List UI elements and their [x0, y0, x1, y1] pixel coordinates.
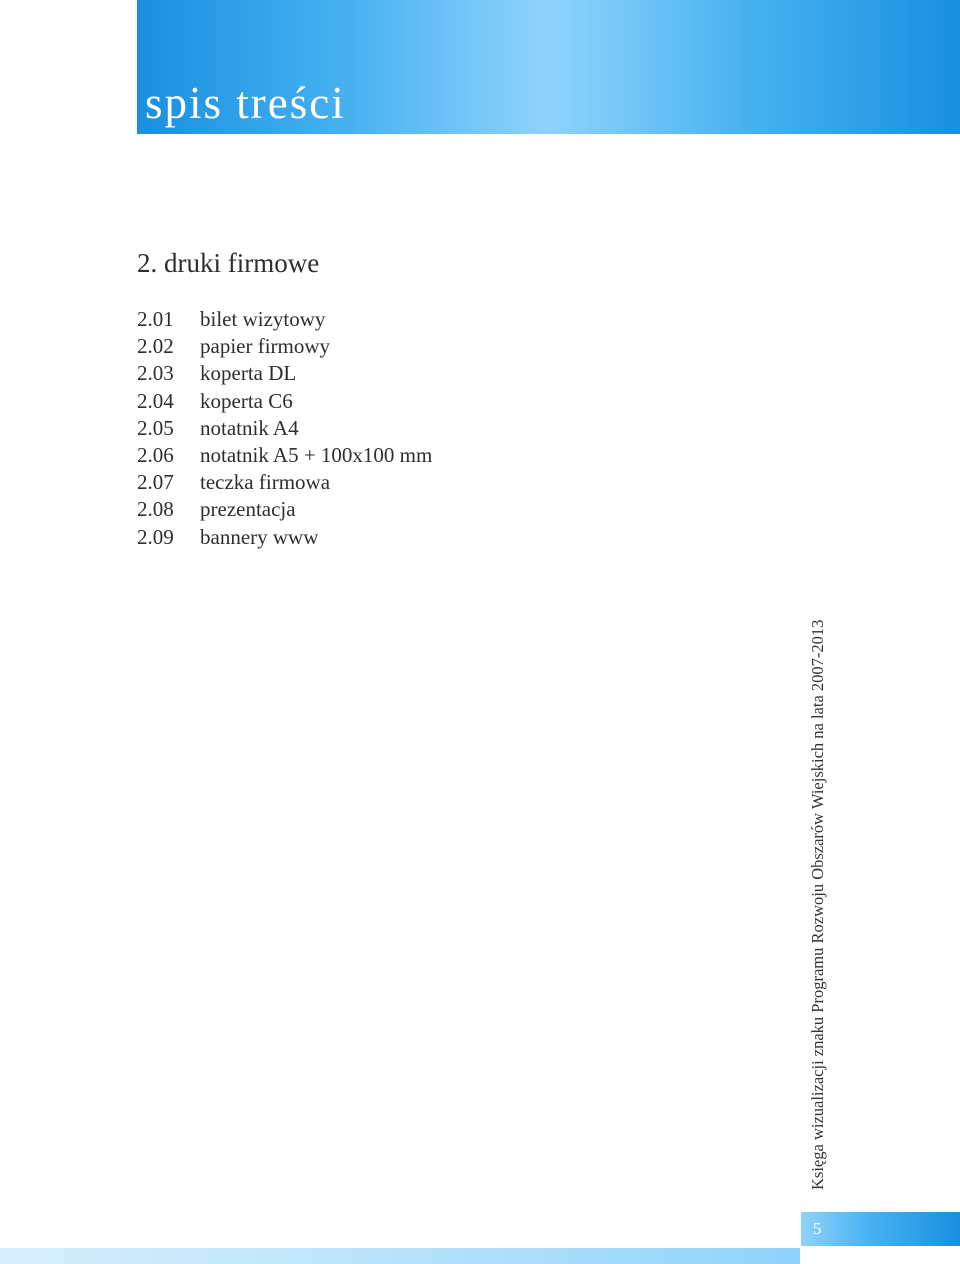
toc-item-label: notatnik A4 [200, 415, 299, 440]
header-banner [137, 0, 960, 134]
toc-item-label: bannery www [200, 524, 319, 549]
toc-item[interactable] [137, 442, 432, 469]
toc-item[interactable] [137, 333, 432, 360]
page-number: 5 [813, 1219, 822, 1238]
toc-item-label: koperta C6 [200, 388, 293, 413]
toc-item-label: prezentacja [200, 497, 296, 522]
toc-item-number: 2.07 [137, 470, 174, 495]
toc-item-label: bilet wizytowy [200, 307, 326, 331]
toc-item[interactable] [137, 469, 432, 496]
toc-item[interactable] [137, 306, 432, 333]
toc-item-number: 2.06 [137, 442, 174, 467]
page-title: spis treści [145, 78, 346, 128]
toc-item-number: 2.05 [137, 415, 174, 440]
toc-item-number: 2.01 [137, 307, 174, 331]
section-heading: 2. druki firmowe [137, 248, 320, 278]
toc-item-number: 2.02 [137, 334, 174, 359]
table-of-contents [137, 306, 432, 551]
toc-item-number: 2.04 [137, 388, 174, 413]
document-title-vertical: Księga wizualizacji znaku Programu Rozwoju Obszarów Wiejskich na lata 2007-2013 [808, 619, 827, 1190]
toc-item-number: 2.03 [137, 361, 174, 386]
toc-item[interactable] [137, 415, 432, 442]
toc-item-label: teczka firmowa [200, 470, 331, 495]
toc-item[interactable] [137, 388, 432, 415]
toc-item-number: 2.09 [137, 524, 174, 549]
toc-item-label: papier firmowy [200, 334, 331, 359]
bottom-decorative-strip [0, 1248, 800, 1264]
toc-item[interactable] [137, 360, 432, 387]
toc-item-label: koperta DL [200, 361, 297, 386]
toc-item-number: 2.08 [137, 497, 174, 522]
toc-item[interactable] [137, 496, 432, 523]
page-number-block [801, 1212, 960, 1246]
toc-item-label: notatnik A5 + 100x100 mm [200, 442, 433, 467]
toc-item[interactable] [137, 524, 432, 551]
